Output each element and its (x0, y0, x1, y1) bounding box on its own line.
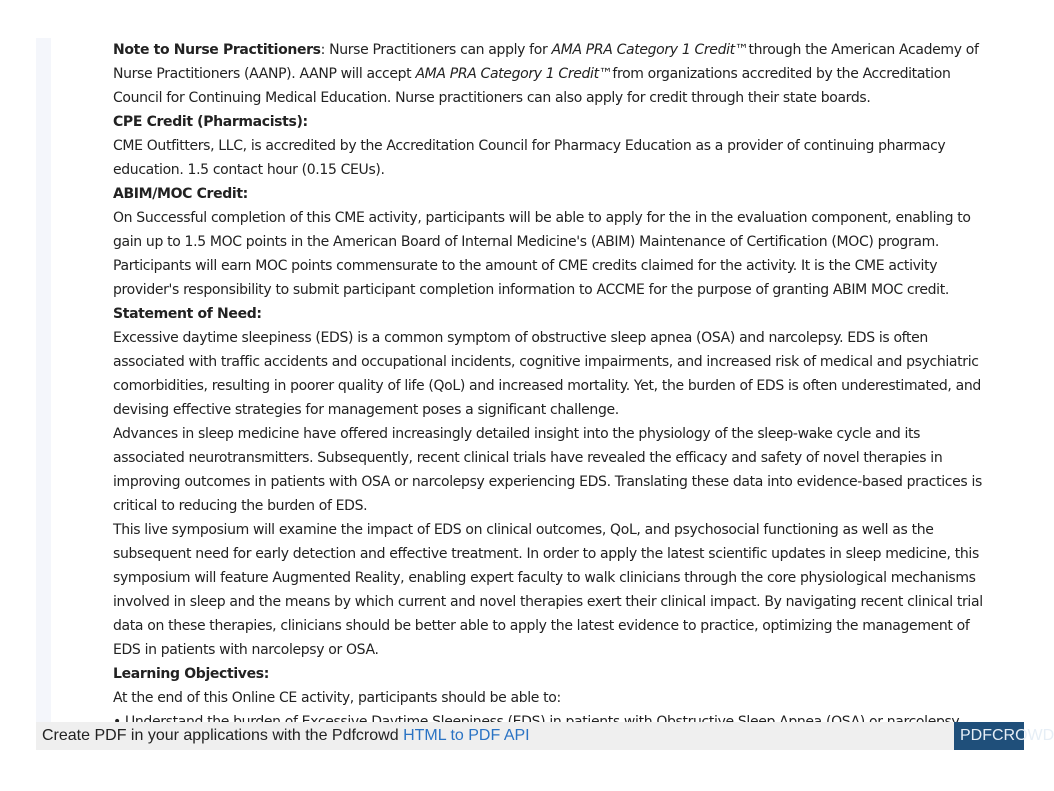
np-text-part2: through the American Academy of Nurse Practitioners (AANP). AANP will accept (113, 42, 979, 82)
np-credit-term-1: AMA PRA Category 1 Credit™ (551, 42, 749, 58)
footer-text (42, 722, 530, 750)
nurse-practitioner-note (113, 38, 989, 110)
abim-heading: ABIM/MOC Credit: (113, 186, 248, 202)
np-text-part3: from organizations accredited by the Accreditation Council for Continuing Medical Education. Nurse practitioners can also apply for credit through their state boards. (113, 66, 951, 106)
pdfcrowd-footer (36, 722, 1054, 750)
content-column (51, 38, 987, 722)
need-paragraph-1: Excessive daytime sleepiness (EDS) is a common symptom of obstructive sleep apnea (OSA) and narcolepsy. EDS is often associated with traffic accidents and occupational incidents, cognitive impairments, and increased risk of medical and psychiatric comorbidities, resulting in poorer quality of life (QoL) and increased mortality. Yet, the burden of EDS is often underestimated, and devising effective strategies for management poses a significant challenge. (113, 330, 981, 418)
need-heading: Statement of Need: (113, 306, 262, 322)
html-to-pdf-link[interactable]: HTML to PDF API (403, 727, 530, 744)
np-credit-term-2: AMA PRA Category 1 Credit™ (415, 66, 613, 82)
objectives-heading: Learning Objectives: (113, 666, 269, 682)
objectives-intro: At the end of this Online CE activity, participants should be able to: (113, 690, 561, 706)
need-paragraph-3: This live symposium will examine the impact of EDS on clinical outcomes, QoL, and psychosocial functioning as well as the subsequent need for early detection and effective treatment. In order to apply the latest scientific updates in sleep medicine, this symposium will feature Augmented Reality, enabling expert faculty to walk clinicians through the core physiological mechanisms involved in sleep and the means by which current and novel therapies exert their clinical impact. By navigating recent clinical trial data on these therapies, clinicians should be better able to apply the latest evidence to practice, optimizing the management of EDS in patients with narcolepsy or OSA. (113, 522, 983, 658)
abim-text: On Successful completion of this CME activity, participants will be able to apply for the in the evaluation component, enabling to gain up to 1.5 MOC points in the American Board of Internal Medicine's (ABIM) Maintenance of Certification (MOC) program. Participants will earn MOC points commensurate to the amount of CME credits claimed for the activity. It is the CME activity provider's responsibility to submit participant completion information to ACCME for the purpose of granting ABIM MOC credit. (113, 210, 971, 298)
document-page (36, 38, 987, 722)
cpe-heading: CPE Credit (Pharmacists): (113, 114, 308, 130)
footer-message: Create PDF in your applications with the Pdfcrowd (42, 727, 404, 744)
cpe-text: CME Outfitters, LLC, is accredited by the Accreditation Council for Pharmacy Education as a provider of continuing pharmacy education. 1.5 contact hour (0.15 CEUs). (113, 138, 946, 178)
pdfcrowd-brand[interactable]: PDFCROWD (954, 722, 1024, 750)
np-text-part1: : Nurse Practitioners can apply for (320, 42, 552, 58)
need-paragraph-2: Advances in sleep medicine have offered increasingly detailed insight into the physiology of the sleep-wake cycle and its associated neurotransmitters. Subsequently, recent clinical trials have revealed the efficacy and safety of novel therapies in improving outcomes in patients with OSA or narcolepsy experiencing EDS. Translating these data into evidence-based practices is critical to reducing the burden of EDS. (113, 426, 982, 514)
document-body (113, 38, 989, 722)
np-note-label: Note to Nurse Practitioners (113, 42, 321, 58)
